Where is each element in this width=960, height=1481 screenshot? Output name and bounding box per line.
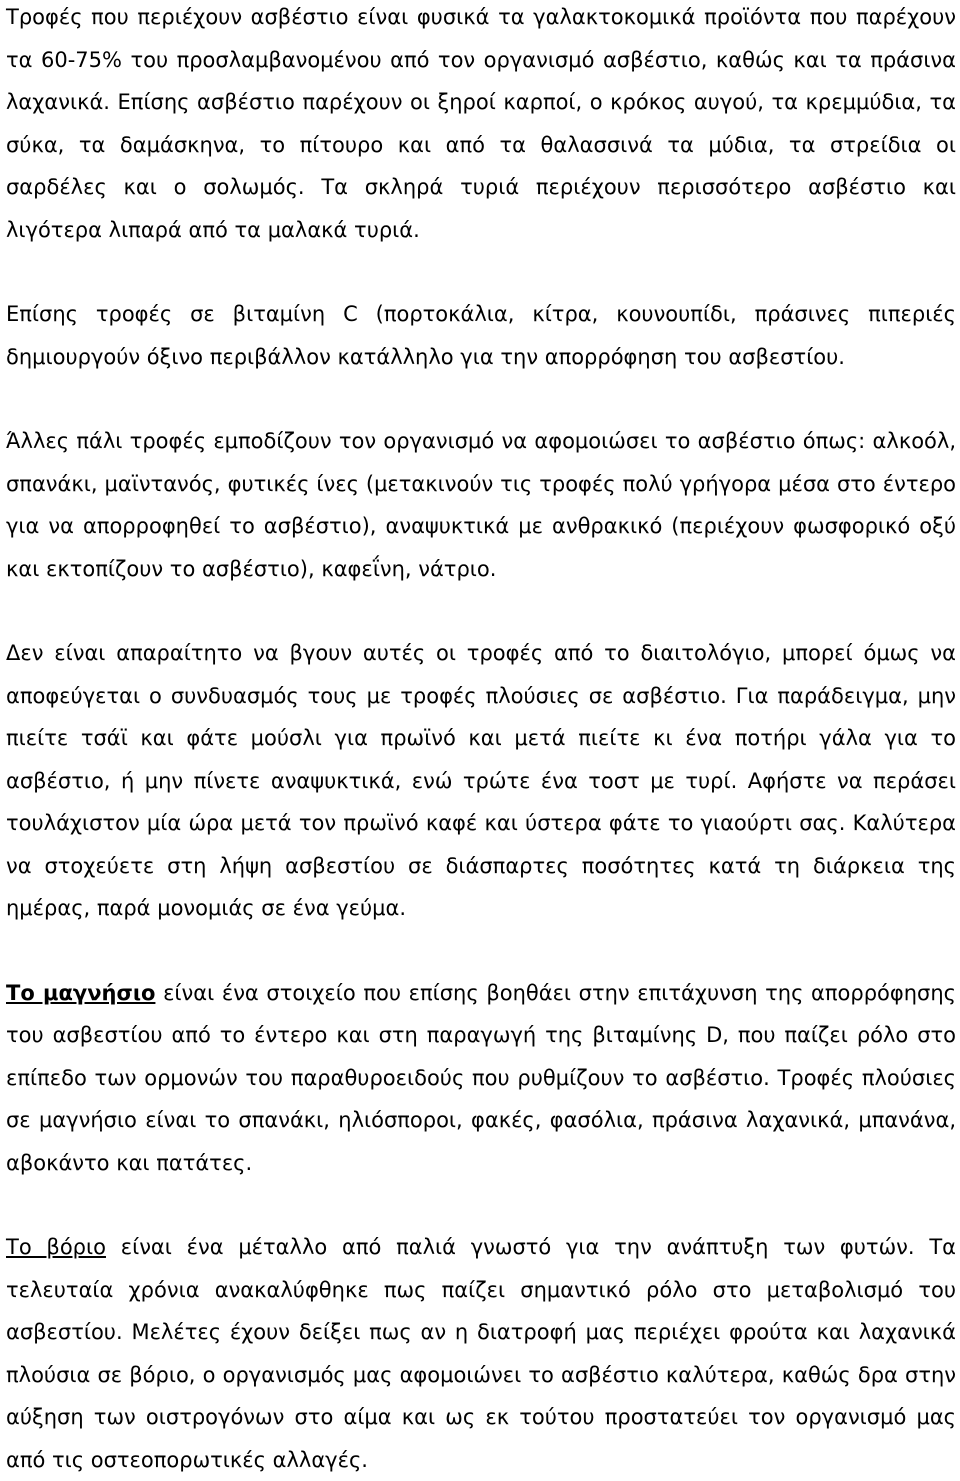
magnesium-text: είναι ένα στοιχείο που επίσης βοηθάει στην επιτάχυνση της απορρόφησης του ασβεστίου από το έντερο και στη παραγωγή της βιταμίνης D, που παίζει ρόλο στο επίπεδο των ορμονών του παραθυροειδούς που ρυθμίζουν το ασβέστιο. Τροφές πλούσιες σε μαγνήσιο είναι το σπανάκι, ηλιόσποροι, φακές, φασόλια, πράσινα λαχανικά, μπανάνα, αβοκάντο και πατάτες. — [6, 980, 956, 1175]
magnesium-term: Το μαγνήσιο — [6, 980, 156, 1005]
document-page — [6, 0, 956, 1481]
boron-text: είναι ένα μέταλλο από παλιά γνωστό για την ανάπτυξη των φυτών. Τα τελευταία χρόνια ανακαλύφθηκε πως παίζει σημαντικό ρόλο στο μεταβολισμό του ασβεστίου. Μελέτες έχουν δείξει πως αν η διατροφή μας περιέχει φρούτα και λαχανικά πλούσια σε βόριο, ο οργανισμός μας αφομοιώνει το ασβέστιο καλύτερα, καθώς δρα στην αύξηση των οιστρογόνων στο αίμα και ως εκ τούτου προστατεύει τον οργανισμό μας από τις οστεοπορωτικές αλλαγές. — [6, 1235, 956, 1472]
paragraph-calcium-foods: Τροφές που περιέχουν ασβέστιο είναι φυσικά τα γαλακτοκομικά προϊόντα που παρέχουν τα 60-75% του προσλαμβανομένου από τον οργανισμό ασβέστιο, καθώς και τα πράσινα λαχανικά. Επίσης ασβέστιο παρέχουν οι ξηροί καρποί, ο κρόκος αυγού, τα κρεμμύδια, τα σύκα, τα δαμάσκηνα, το πίτουρο και από τα θαλασσινά τα μύδια, τα στρείδια οι σαρδέλες και ο σολωμός. Τα σκληρά τυριά περιέχουν περισσότερο ασβέστιο και λιγότερα λιπαρά από τα μαλακά τυριά. — [6, 5, 956, 242]
paragraph-inhibiting-foods: Άλλες πάλι τροφές εμποδίζουν τον οργανισμό να αφομοιώσει το ασβέστιο όπως: αλκοόλ, σπανάκι, μαϊντανός, φυτικές ίνες (μετακινούν τις τροφές πολύ γρήγορα μέσα στο έντερο για να απορροφηθεί το ασβέστιο), αναψυκτικά με ανθρακικό (περιέχουν φωσφορικό οξύ και εκτοπίζουν το ασβέστιο), καφεΐνη, νάτριο. — [6, 429, 956, 581]
paragraph-boron — [6, 1226, 956, 1481]
paragraph-magnesium — [6, 972, 956, 1185]
paragraph-vitamin-c: Επίσης τροφές σε βιταμίνη C (πορτοκάλια, κίτρα, κουνουπίδι, πράσινες πιπεριές δημιουργούν όξινο περιβάλλον κατάλληλο για την απορρόφηση του ασβεστίου. — [6, 302, 956, 369]
boron-term: Το βόριο — [6, 1235, 106, 1259]
paragraph-diet-advice: Δεν είναι απαραίτητο να βγουν αυτές οι τροφές από το διαιτολόγιο, μπορεί όμως να αποφεύγεται ο συνδυασμός τους με τροφές πλούσιες σε ασβέστιο. Για παράδειγμα, μην πιείτε τσάϊ και φάτε μούσλι για πρωϊνό και μετά πιείτε κι ένα ποτήρι γάλα για το ασβέστιο, ή μην πίνετε αναψυκτικά, ενώ τρώτε ένα τοστ με τυρί. Αφήστε να περάσει τουλάχιστον μία ώρα μετά τον πρωϊνό καφέ και ύστερα φάτε το γιαούρτι σας. Καλύτερα να στοχεύετε στη λήψη ασβεστίου σε διάσπαρτες ποσότητες κατά τη διάρκεια της ημέρας, παρά μονομιάς σε ένα γεύμα. — [6, 641, 956, 920]
